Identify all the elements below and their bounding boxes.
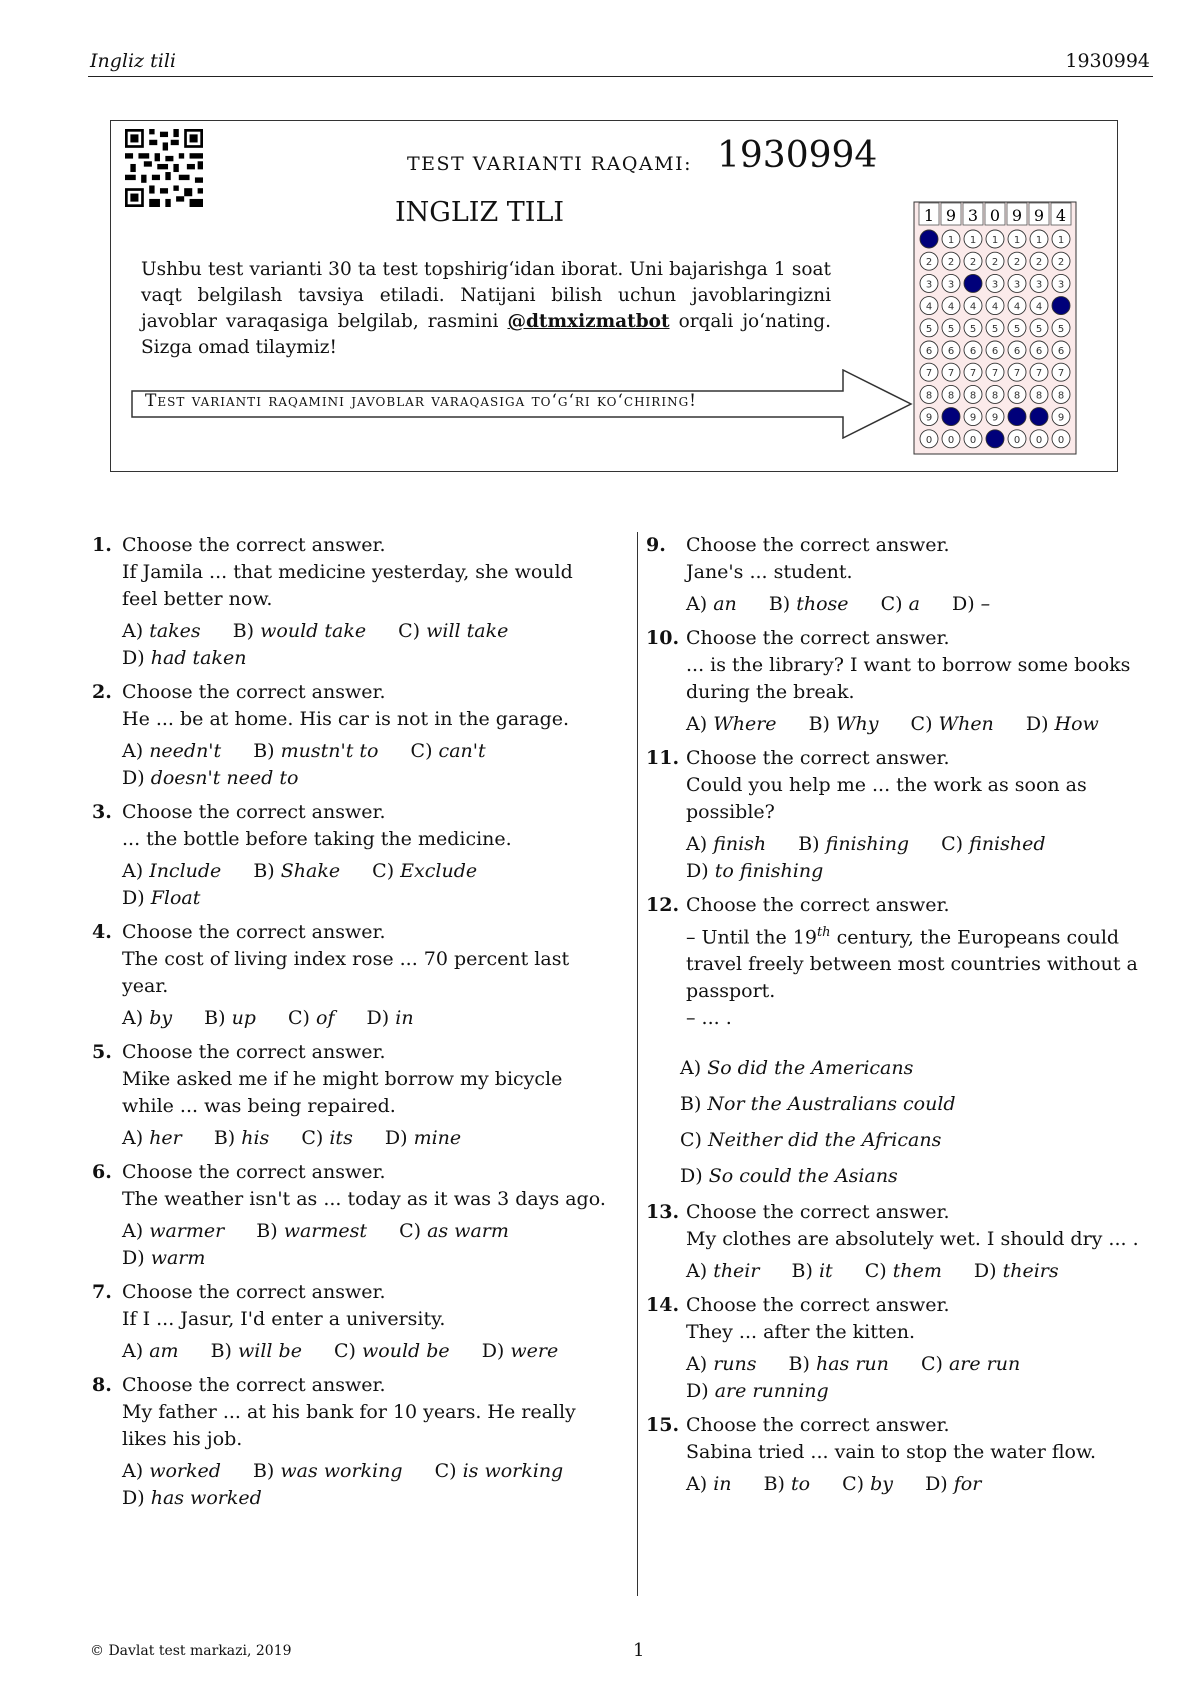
question-number: 13. [646,1201,680,1224]
question-text: If I ... Jasur, I'd enter a university. [122,1308,446,1330]
option-b[interactable]: B) those [768,593,849,615]
option-a[interactable]: A) in [686,1473,732,1496]
bubble-label: 2 [947,257,955,269]
question-12 [646,892,1146,1190]
variant-number: 1930994 [717,135,878,176]
answer-options [122,1458,612,1512]
bubble-label: 7 [925,368,933,380]
bubble-label: 5 [947,323,955,335]
page-header-subject: Ingliz tili [90,50,176,72]
answer-options [680,1055,1146,1190]
instructions-part-1: Ushbu test varianti 30 ta test topshirig‘idan iborat. Uni bajarishga 1 soat vaqt belgilash tavsiya etiladi. Natijani bilish uchun javoblaringizni javoblar varaqasiga belgilab, rasmini [141,259,831,332]
answer-options [122,618,612,672]
question-prompt: Choose the correct answer. [686,747,950,769]
bubble-label: 1 [1057,235,1065,246]
question-text: My father ... at his bank for 10 years. He really likes his job. [122,1401,576,1450]
answer-options [686,831,1146,885]
questions-column-right [646,532,1146,1505]
option-c[interactable]: C) are run [920,1353,1021,1376]
question-text: If Jamila ... that medicine yesterday, she would feel better now. [122,561,573,610]
question-number: 7. [92,1281,112,1303]
option-d[interactable]: D) in [366,1007,414,1029]
bubble-label: 5 [1035,323,1043,335]
option-b[interactable]: B) was working [252,1460,403,1482]
bubble-label: 5 [925,323,933,335]
question-number: 6. [92,1161,112,1183]
bubble-label: 8 [1013,390,1021,402]
answer-options [686,1471,1146,1498]
option-a[interactable]: A) an [686,593,737,615]
option-d[interactable]: D) – [951,593,991,615]
arrow-instruction: Test varianti raqamini javoblar varaqasiga to‘g‘ri ko‘chiring! [145,391,697,411]
question-9 [646,532,1146,618]
question-number: 11. [646,747,680,769]
question-reply: – ... . [686,1007,732,1030]
option-c[interactable]: C) its [301,1127,353,1149]
option-b[interactable]: B) Shake [253,860,341,882]
option-c[interactable]: C) would be [334,1340,450,1362]
option-b[interactable]: B) would take [232,620,367,642]
bubble-label: 5 [969,323,977,335]
bubble-label: 3 [1013,279,1021,291]
bubble-label: 0 [1013,434,1021,446]
option-d[interactable]: D) doesn't need to [122,767,299,789]
question-prompt: Choose the correct answer. [686,1414,950,1437]
question-6 [92,1159,612,1272]
variant-digit: 9 [945,206,957,225]
subject-title: INGLIZ TILI [395,197,565,228]
bubble-label: 1 [969,235,977,246]
question-number: 5. [92,1041,112,1063]
question-14 [646,1292,1146,1405]
filled-bubble[interactable] [1030,408,1048,426]
bubble-label: 0 [947,434,955,446]
question-text: Mike asked me if he might borrow my bicycle while ... was being repaired. [122,1068,563,1117]
question-prompt: Choose the correct answer. [686,1294,950,1317]
option-a[interactable]: A) am [122,1340,179,1362]
option-a[interactable]: A) Include [122,860,222,882]
bubble-label: 4 [947,301,955,313]
answer-options [686,1258,1146,1285]
bubble-label: 8 [991,390,999,402]
option-c[interactable]: C) of [288,1007,335,1029]
option-d[interactable]: D) Float [122,887,201,909]
option-d[interactable]: D) How [1025,713,1099,735]
question-text: The weather isn't as ... today as it was 3 days ago. [122,1188,606,1210]
bubble-label: 2 [1057,257,1065,269]
bubble-label: 4 [969,301,977,313]
option-d[interactable]: D) has worked [122,1487,262,1509]
question-10 [646,625,1146,738]
option-b[interactable]: B) up [204,1007,256,1029]
bubble-label: 3 [925,279,933,291]
questions-column-left [92,532,612,1519]
question-number: 14. [646,1294,680,1317]
bubble-label: 9 [969,412,977,424]
option-a[interactable]: A) by [122,1007,173,1029]
bubble-label: 2 [925,257,933,269]
option-a[interactable]: A) their [686,1260,760,1283]
filled-bubble[interactable] [1052,297,1070,315]
option-d[interactable]: D) are running [686,1380,829,1403]
question-number: 4. [92,921,112,943]
option-b[interactable]: B) has run [788,1353,889,1376]
bubble-label: 6 [1035,346,1043,357]
bubble-label: 4 [1035,301,1043,313]
bubble-label: 5 [991,323,999,335]
bubble-label: 1 [1035,235,1043,246]
bubble-label: 7 [1013,368,1021,380]
option-d[interactable]: D) for [925,1473,982,1496]
question-prompt: Choose the correct answer. [122,1161,386,1183]
question-prompt: Choose the correct answer. [122,801,386,823]
option-b[interactable]: B) to [763,1473,811,1496]
bubble-label: 3 [947,279,955,291]
question-prompt: Choose the correct answer. [686,534,950,556]
bubble-label: 6 [969,346,977,357]
filled-bubble[interactable] [964,274,982,292]
option-a[interactable]: A) takes [122,620,201,642]
option-d[interactable]: D) mine [384,1127,462,1149]
option-b[interactable]: B) it [791,1260,833,1283]
column-divider [637,532,638,1596]
variant-digit: 0 [989,206,1001,225]
bubble-label: 5 [1057,323,1065,335]
instructions-text [141,257,831,361]
filled-bubble[interactable] [942,408,960,426]
option-a[interactable]: A) worked [122,1460,221,1482]
question-number: 8. [92,1374,112,1396]
question-11 [646,745,1146,885]
bubble-label: 9 [1057,412,1065,424]
page-header-variant: 1930994 [1065,50,1150,72]
bubble-label: 8 [925,390,933,402]
bubble-label: 0 [969,434,977,446]
option-b[interactable]: B) will be [210,1340,302,1362]
question-3 [92,799,612,912]
bubble-label: 2 [991,257,999,269]
bubble-label: 3 [1057,279,1065,291]
variant-digit: 9 [1033,206,1045,225]
variant-number-label: TEST VARIANTI RAQAMI: [407,153,692,175]
question-prompt: Choose the correct answer. [122,1374,386,1396]
question-prompt: Choose the correct answer. [122,1041,386,1063]
option-b[interactable]: B) Why [808,713,879,735]
bubble-label: 7 [969,368,977,380]
question-prompt: Choose the correct answer. [122,1281,386,1303]
question-4 [92,919,612,1032]
bubble-label: 2 [969,257,977,269]
option-c[interactable]: C) a [880,593,920,615]
question-text: Jane's ... student. [686,561,853,583]
question-prompt: Choose the correct answer. [686,894,950,916]
question-15 [646,1412,1146,1498]
bubble-label: 0 [925,434,933,446]
filled-bubble[interactable] [920,230,938,248]
option-a[interactable]: A) finish [686,833,767,855]
answer-options [122,1005,612,1032]
option-d[interactable]: D) So could the Asians [680,1165,898,1188]
option-d[interactable]: D) to finishing [686,860,824,882]
question-number: 15. [646,1414,680,1437]
bubble-label: 7 [947,368,955,380]
answer-options [122,1125,612,1152]
variant-digit: 9 [1011,206,1023,225]
variant-info-box [110,120,1118,472]
copyright-footer: © Davlat test markazi, 2019 [90,1643,292,1659]
bubble-label: 6 [925,346,933,357]
option-a[interactable]: A) warmer [122,1220,225,1242]
bubble-label: 4 [1013,301,1021,313]
question-5 [92,1039,612,1152]
telegram-bot-link[interactable]: @dtmxizmatbot [507,311,670,332]
option-d[interactable]: D) warm [122,1247,206,1269]
question-text: They ... after the kitten. [686,1321,915,1344]
option-b[interactable]: B) finishing [798,833,910,855]
option-a[interactable]: A) So did the Americans [680,1057,914,1080]
answer-options [122,1338,612,1365]
bubble-label: 4 [925,301,933,313]
option-c[interactable]: C) will take [398,620,509,642]
option-a[interactable]: A) her [122,1127,182,1149]
answer-options [122,858,612,912]
question-number: 3. [92,801,112,823]
question-text: – Until the 19th century, the Europeans could travel freely between most countries without a passport. [686,925,1138,1003]
bubble-label: 5 [1013,323,1021,335]
question-text: Could you help me ... the work as soon as possible? [686,774,1087,823]
option-b[interactable]: B) his [213,1127,270,1149]
option-a[interactable]: A) runs [686,1353,757,1376]
option-c[interactable]: C) Neither did the Africans [680,1129,942,1152]
bubble-label: 4 [991,301,999,313]
bubble-label: 8 [947,390,955,402]
bubble-label: 3 [991,279,999,291]
option-c[interactable]: C) finished [941,833,1046,855]
option-c[interactable]: C) Exclude [372,860,478,882]
question-number: 10. [646,627,680,649]
bubble-label: 7 [1035,368,1043,380]
option-c[interactable]: C) When [910,713,994,735]
question-prompt: Choose the correct answer. [686,1201,950,1224]
option-b[interactable]: B) warmest [256,1220,368,1242]
question-text: ... is the library? I want to borrow some books during the break. [686,654,1131,703]
bubble-label: 2 [1035,257,1043,269]
question-prompt: Choose the correct answer. [122,534,386,556]
variant-digit: 3 [967,206,979,225]
bubble-label: 8 [1057,390,1065,402]
bubble-label: 8 [969,390,977,402]
bubble-label: 7 [991,368,999,380]
option-a[interactable]: A) needn't [122,740,222,762]
bubble-label: 6 [1057,346,1065,357]
question-prompt: Choose the correct answer. [122,681,386,703]
answer-options [122,738,612,792]
question-8 [92,1372,612,1512]
question-text: Sabina tried ... vain to stop the water flow. [686,1441,1097,1464]
bubble-label: 3 [1035,279,1043,291]
answer-options [686,1351,1146,1405]
question-13 [646,1199,1146,1285]
variant-digit: 4 [1055,206,1067,225]
variant-bubble-grid [913,201,1079,457]
bubble-label: 0 [1057,434,1065,446]
question-2 [92,679,612,792]
bubble-label: 2 [1013,257,1021,269]
question-text: My clothes are absolutely wet. I should dry ... . [686,1228,1139,1251]
question-text: He ... be at home. His car is not in the garage. [122,708,570,730]
option-c[interactable]: C) is working [434,1460,564,1482]
bubble-label: 1 [991,235,999,246]
bubble-label: 1 [947,235,955,246]
question-number: 1. [92,534,112,556]
bubble-label: 8 [1035,390,1043,402]
question-number: 9. [646,534,666,556]
option-a[interactable]: A) Where [686,713,777,735]
option-c[interactable]: C) by [842,1473,894,1496]
question-number: 2. [92,681,112,703]
question-prompt: Choose the correct answer. [686,627,950,649]
qr-code-icon [125,129,203,207]
question-prompt: Choose the correct answer. [122,921,386,943]
option-d[interactable]: D) were [481,1340,559,1362]
bubble-label: 6 [1013,346,1021,357]
question-text: The cost of living index rose ... 70 percent last year. [122,948,570,997]
option-b[interactable]: B) Nor the Australians could [680,1093,956,1116]
bubble-label: 9 [925,412,933,424]
bubble-label: 9 [991,412,999,424]
option-c[interactable]: C) them [864,1260,942,1283]
answer-options [686,591,1146,618]
option-b[interactable]: B) mustn't to [253,740,379,762]
question-text: ... the bottle before taking the medicine. [122,828,512,850]
bubble-label: 6 [947,346,955,357]
header-rule [88,76,1153,77]
option-d[interactable]: D) had taken [122,647,247,669]
question-1 [92,532,612,672]
variant-digit: 1 [923,206,935,225]
option-c[interactable]: C) can't [410,740,486,762]
option-c[interactable]: C) as warm [399,1220,509,1242]
bubble-label: 0 [1035,434,1043,446]
answer-options [686,711,1146,738]
filled-bubble[interactable] [986,430,1004,448]
page-number: 1 [633,1640,645,1661]
bubble-label: 7 [1057,368,1065,380]
question-7 [92,1279,612,1365]
filled-bubble[interactable] [1008,408,1026,426]
bubble-label: 1 [1013,235,1021,246]
question-number: 12. [646,894,680,916]
bubble-label: 6 [991,346,999,357]
instructions-part-2: orqali jo‘nating. Sizga omad tilaymiz! [141,311,832,358]
answer-options [122,1218,612,1272]
option-d[interactable]: D) theirs [973,1260,1059,1283]
